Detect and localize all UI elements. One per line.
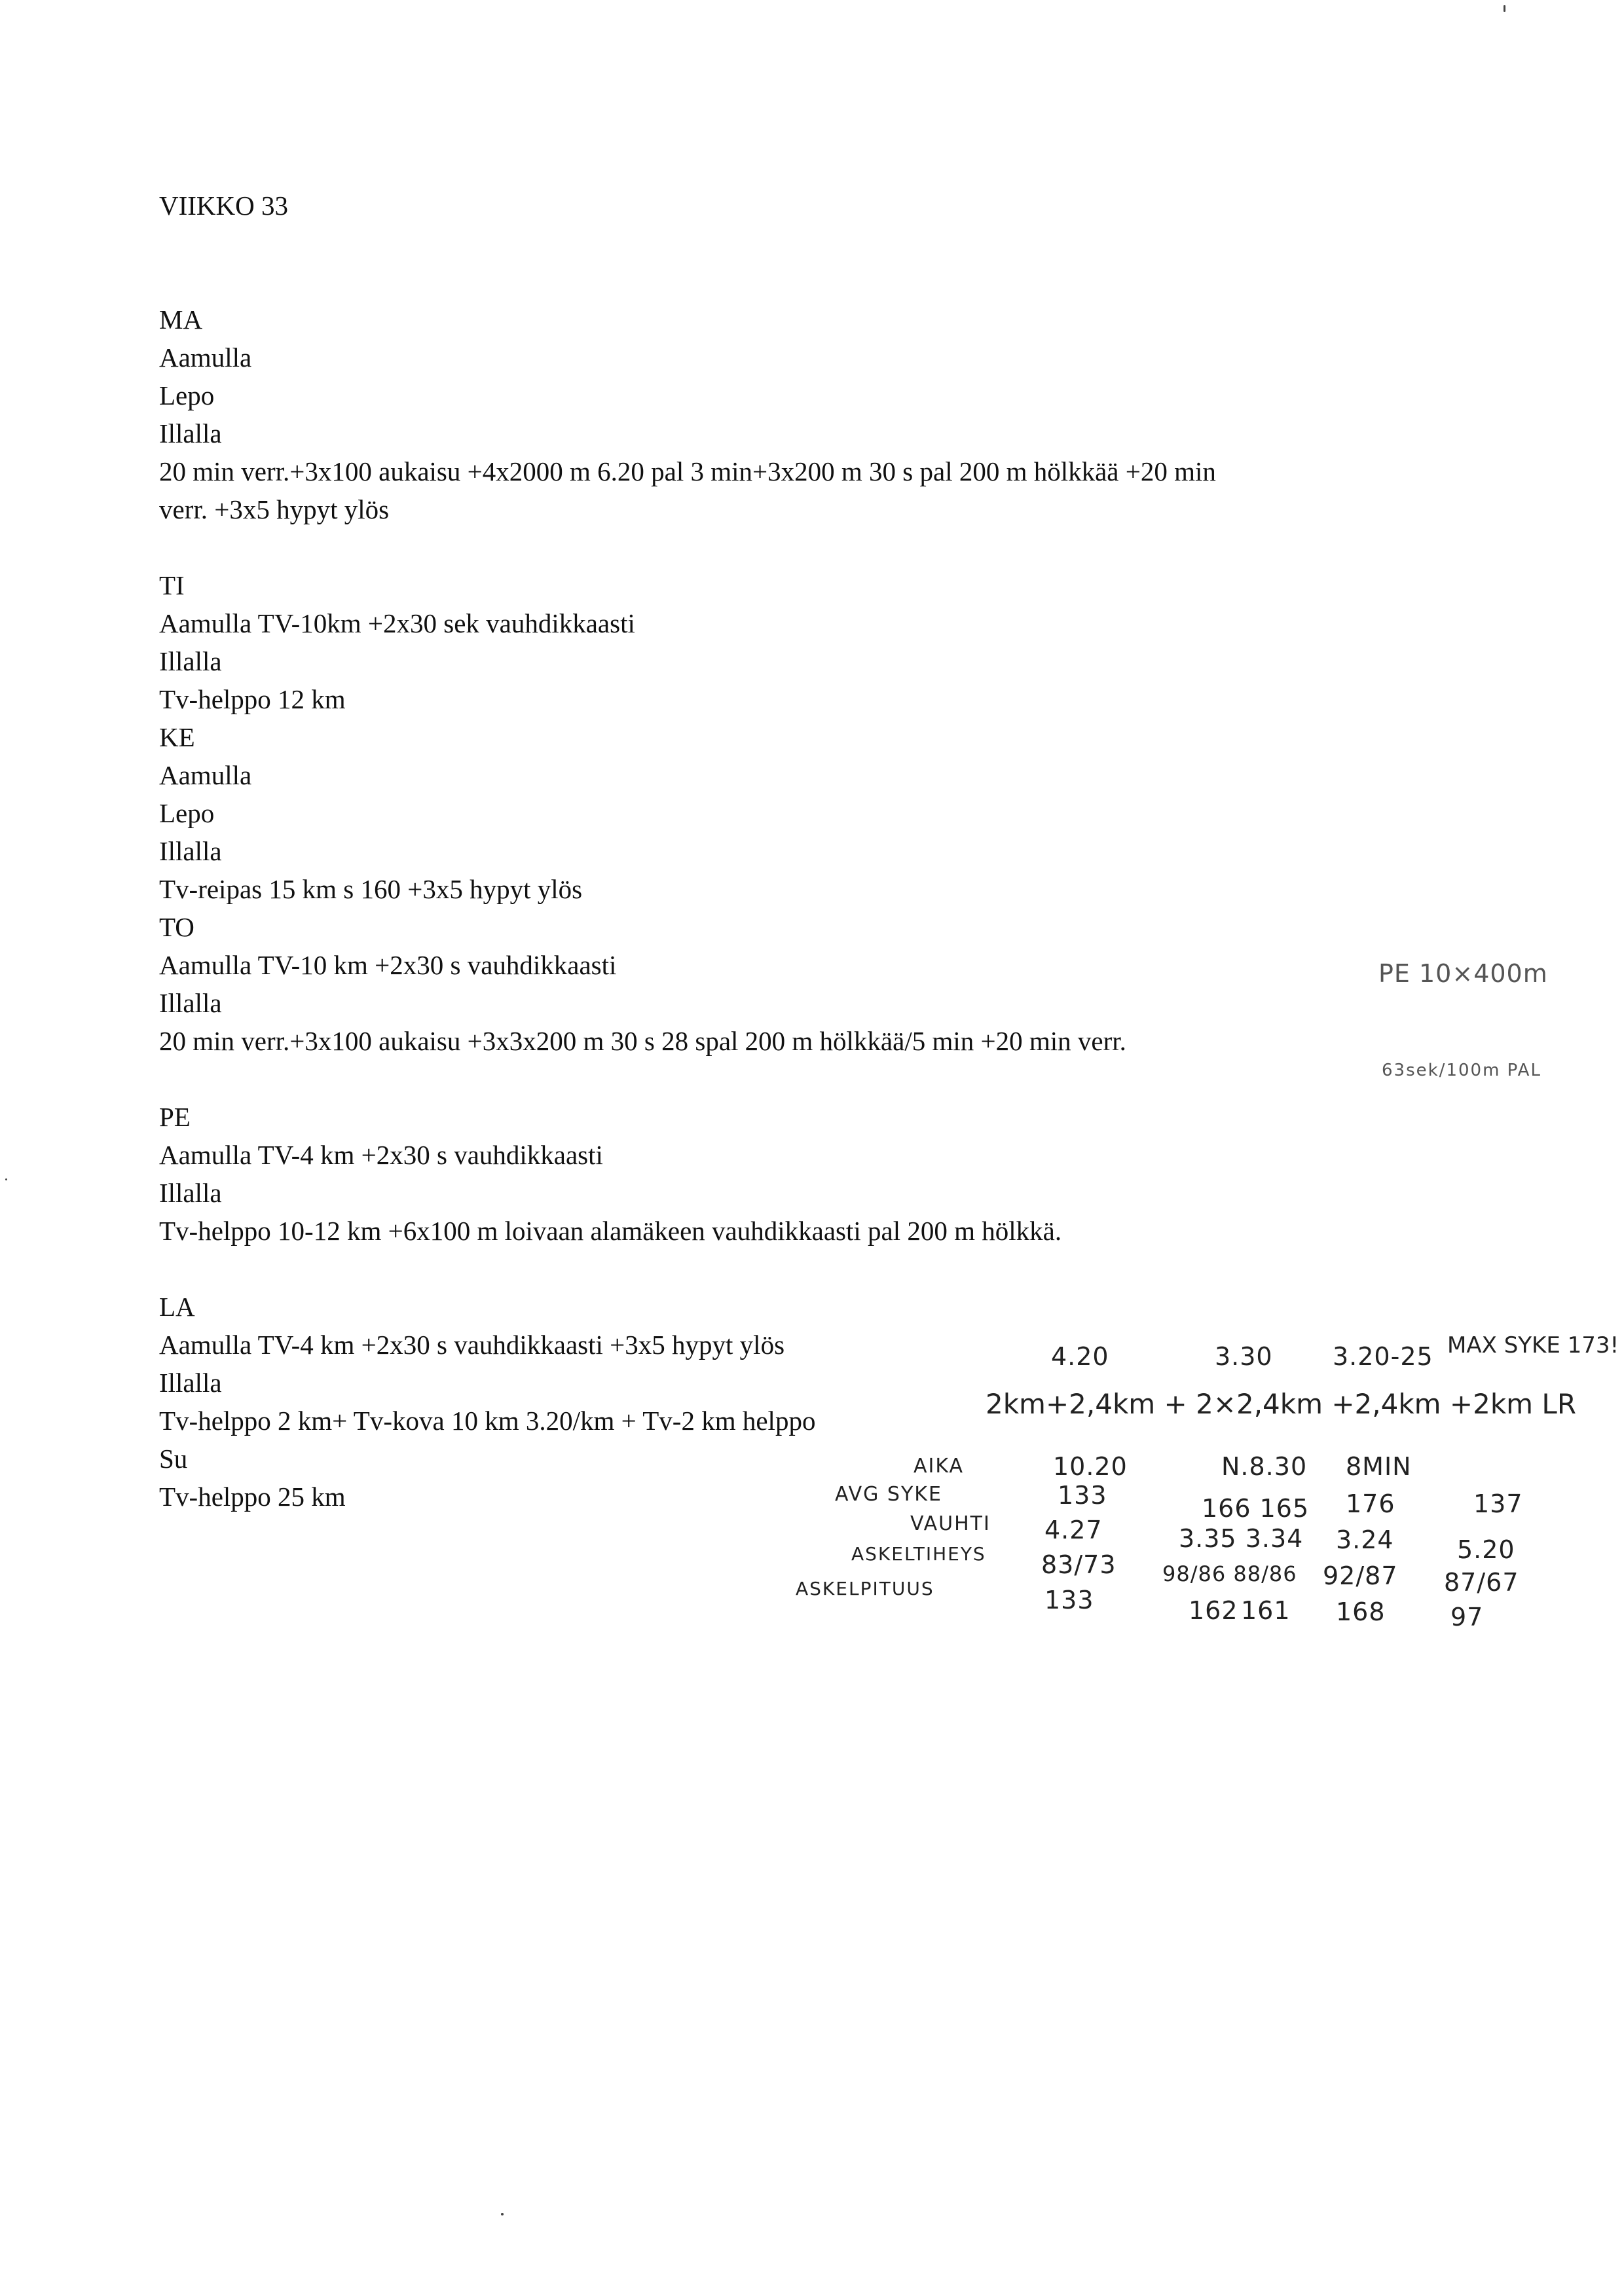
morning-text: Aamulla TV-4 km +2x30 s vauhdikkaasti [159, 1140, 603, 1170]
morning-label: Aamulla [159, 342, 252, 373]
stats-row-label: AVG SYKE [835, 1483, 942, 1506]
evening-label: Illalla [159, 1368, 222, 1398]
evening-text: 20 min verr.+3x100 aukaisu +3x3x200 m 30 s 28 spal 200 m hölkkää/5 min +20 min verr. [159, 1026, 1126, 1056]
stats-value: 4.27 [1044, 1516, 1103, 1544]
stats-value: 133 [1044, 1586, 1094, 1614]
stats-row-label: ASKELPITUUS [796, 1578, 934, 1599]
morning-text: Aamulla TV-10 km +2x30 s vauhdikkaasti [159, 950, 617, 980]
morning-text: Aamulla TV-4 km +2x30 s vauhdikkaasti +3x5 hypyt ylös [159, 1330, 785, 1360]
evening-text: Tv-helppo 10-12 km +6x100 m loivaan alamäkeen vauhdikkaasti pal 200 m hölkkä. [159, 1216, 1062, 1246]
stats-value: 3.35 3.34 [1179, 1524, 1304, 1553]
evening-text: Tv-helppo 2 km+ Tv-kova 10 km 3.20/km + Tv-2 km helppo [159, 1406, 816, 1436]
handwritten-route: 2km+2,4km + 2×2,4km +2,4km +2km LR [986, 1388, 1577, 1420]
stats-value: N.8.30 [1221, 1452, 1308, 1481]
morning-label: Aamulla [159, 760, 252, 790]
handwritten-pe-rest-note: 63sek/100m PAL [1382, 1061, 1541, 1080]
evening-label: Illalla [159, 418, 222, 448]
day-heading-pe: PE [159, 1102, 191, 1132]
stats-value: 137 [1473, 1489, 1523, 1518]
handwritten-pace: 4.20 [1051, 1342, 1109, 1371]
stats-value: 161 [1241, 1596, 1291, 1625]
stats-value: 98/86 88/86 [1162, 1561, 1297, 1586]
stats-value: 166 165 [1202, 1494, 1310, 1523]
handwritten-max-hr: MAX SYKE 173! [1447, 1332, 1619, 1358]
stats-row-label: AIKA [913, 1455, 965, 1478]
training-plan-text [159, 187, 1403, 1516]
stats-value: 5.20 [1457, 1535, 1515, 1564]
stats-row-label: VAUHTI [910, 1512, 991, 1535]
evening-label: Illalla [159, 988, 222, 1018]
handwritten-pace: 3.20-25 [1333, 1342, 1433, 1371]
week-heading: VIIKKO 33 [159, 191, 288, 221]
day-heading-su: Su [159, 1444, 188, 1474]
evening-text: Tv-reipas 15 km s 160 +3x5 hypyt ylös [159, 874, 583, 904]
day-heading-ke: KE [159, 722, 195, 752]
morning-text: Lepo [159, 380, 215, 410]
handwritten-pe-note: PE 10×400m [1378, 959, 1548, 988]
stats-value: 10.20 [1053, 1452, 1128, 1481]
day-heading-ma: MA [159, 304, 203, 335]
scan-speck [501, 2213, 504, 2215]
stats-row-label: ASKELTIHEYS [851, 1543, 986, 1565]
handwritten-pace: 3.30 [1215, 1342, 1273, 1371]
day-heading-to: TO [159, 912, 194, 942]
evening-label: Illalla [159, 836, 222, 866]
stats-value: 3.24 [1336, 1525, 1394, 1554]
evening-label: Illalla [159, 1178, 222, 1208]
stats-value: 162 [1189, 1596, 1238, 1625]
sunday-text: Tv-helppo 25 km [159, 1482, 346, 1512]
morning-text: Lepo [159, 798, 215, 828]
day-heading-la: LA [159, 1292, 195, 1322]
stats-value: 92/87 [1323, 1561, 1398, 1590]
stats-value: 97 [1450, 1603, 1484, 1631]
evening-text: 20 min verr.+3x100 aukaisu +4x2000 m 6.20 pal 3 min+3x200 m 30 s pal 200 m hölkkää +20 min [159, 456, 1216, 486]
day-heading-ti: TI [159, 570, 185, 600]
scan-speck [1504, 5, 1505, 12]
stats-value: 87/67 [1444, 1568, 1519, 1597]
evening-label: Illalla [159, 646, 222, 676]
evening-text: Tv-helppo 12 km [159, 684, 346, 714]
morning-text: Aamulla TV-10km +2x30 sek vauhdikkaasti [159, 608, 635, 638]
stats-value: 133 [1058, 1481, 1107, 1510]
stats-value: 8MIN [1346, 1452, 1412, 1481]
evening-text-cont: verr. +3x5 hypyt ylös [159, 494, 390, 524]
scan-speck [5, 1178, 7, 1180]
stats-value: 83/73 [1041, 1550, 1116, 1579]
stats-value: 168 [1336, 1597, 1386, 1626]
stats-value: 176 [1346, 1489, 1395, 1518]
